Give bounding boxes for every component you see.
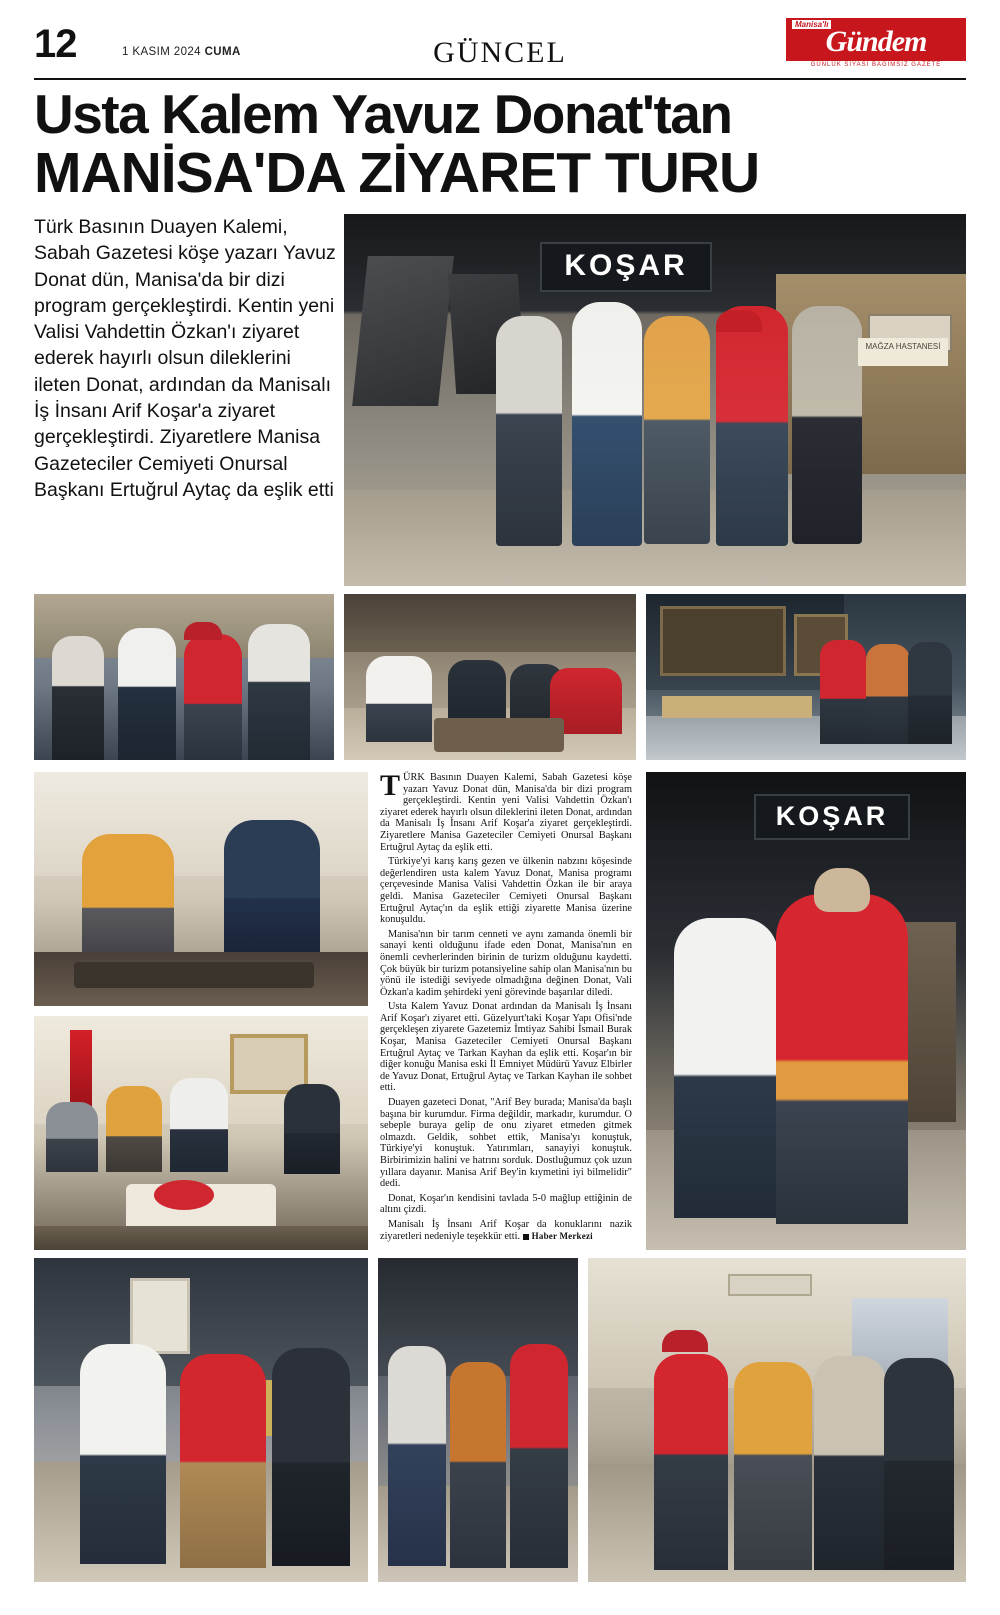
dateline-day: CUMA [204,46,241,58]
article-paragraph-7-text: Manisalı İş İnsanı Arif Koşar da konuklarını nazik ziyaretleri nedeniyle teşekkür etti. [380,1218,632,1242]
article-paragraph-4: Usta Kalem Yavuz Donat ardından da Manisalı İş İnsanı Arif Koşar'ı ziyaret etti. Güzelyurt'taki Koşar Yapı Ofisi'nde gerçekleşen ziyarete Gazetemiz İmtiyaz Sahibi İsmail Burak Koşar, Manisa Gazeteciler Cemiyeti Onursal Başkanı Ertuğrul Aytaç ve Tarkan Kayhan da eşlik etti. Koşar'ın bir diğer konuğu Manisa eski İl Emniyet Müdürü Yavuz Elbirler de Yavuz Donat, Ertuğrul Aytaç ve Tarkan Kayhan ile sohbet etti. [380,1001,632,1094]
logo-strip-text: GÜNLÜK SİYASİ BAĞIMSIZ GAZETE [786,61,966,70]
masthead-rule [34,78,966,80]
headline [34,83,966,205]
photo-uclu-portre-fotografi [378,1258,578,1582]
article-dropcap: T [380,769,401,802]
article-paragraph-5: Duayen gazeteci Donat, "Arif Bey burada; Manisa'da başlı başına bir kurumdur. Firma değildir, markadır, kurumdur. O sebeple buraya gelip de onu ziyaret etmeden gitmek olmazdı. Geldik, sohbet ettik, Manisa'yı konuştuk, Türkiye'yi konuştuk. Yatırımları, sanayiyi konuştuk. Birbirimizin halini ve hatrını sorduk. Dostluğumuz çok uzun yıllara dayanır. Manisa Arif Bey'in kıymetini iyi bilmelidir" dedi. [380,1097,632,1190]
photo-valilik-makam-ziyareti-fotografi [34,1016,368,1250]
article-paragraph-7 [380,1219,632,1242]
photo-kosar-tabelasi-onunde-portre [646,772,966,1250]
photo-salonda-sohbet-fotografi [34,1258,368,1582]
photo-oturma-alani-sohbet-fotografi [344,594,636,760]
section-title: GÜNCEL [433,36,567,69]
article-paragraph-2: Türkiye'yi karış karış gezen ve ülkenin nabzını köşesinde değerlendiren usta kalem Yavuz Donat, Manisa programı çerçevesinde Manisa Valisi Vahdettin Özkan ile bir araya geldi. Manisa Gazeteciler Cemiyeti Onursal Başkanı Ertuğrul Aytaç'ın da eşlik ettiği ziyarette Manisa üzerine konuşuldu. [380,856,632,926]
article-byline: Haber Merkezi [523,1231,593,1241]
page-number: 12 [34,22,77,66]
article-body [380,769,632,1250]
photo-ofiste-grup-fotografi [588,1258,966,1582]
article-paragraph-1: ÜRK Basının Duayen Kalemi, Sabah Gazetesi köşe yazarı Yavuz Donat dün, Manisa'da bir dizi program gerçekleştirdi. Kentin yeni Valisi Vahdettin Özkan'ı ziyaret ederek hayırlı olsun dileklerini ileten Donat, ardından da Manisalı İş İnsanı Arif Koşar'a ziyaret gerçekleştirdi. Ziyaretlere Manisa Gazeteciler Cemiyeti Onursal Başkanı Ertuğrul Aytaç da eşlik etti. [380,772,632,853]
logo-sub-text: Manisa'lı [792,20,831,29]
photo-ofiste-imza-fotografi [34,772,368,1006]
newspaper-logo [786,18,966,70]
photo-koridor-yuruyus-fotografi [646,594,966,760]
dateline-date: 1 KASIM 2024 [122,46,201,58]
masthead [34,18,966,74]
lead-paragraph: Türk Basının Duayen Kalemi, Sabah Gazetesi köşe yazarı Yavuz Donat dün, Manisa'da bir dizi program gerçekleştirdi. Kentin yeni Valisi Vahdettin Özkan'ı ziyaret ederek hayırlı olsun dileklerini ileten Donat, ardından da Manisalı İş İnsanı Arif Koşar'a ziyaret gerçekleştirdi. Ziyaretlere Manisa Gazeteciler Cemiyeti Onursal Başkanı Ertuğrul Aytaç da eşlik etti [34,216,336,501]
photo-grup-fotografi-kosar-onunde [344,214,966,586]
photo-ayakta-sohbet-fotografi [34,594,334,760]
article-paragraph-6: Donat, Koşar'ın kendisini tavlada 5-0 mağlup ettiğinin de altını çizdi. [380,1192,632,1216]
headline-line-1: Usta Kalem Yavuz Donat'tan [34,83,732,145]
headline-line-2: MANİSA'DA ZİYARET TURU [34,141,760,205]
sign-kosar-2: KOŞAR [754,794,910,840]
sign-hastane: MAĞZA HASTANESİ [858,338,948,366]
sign-kosar: KOŞAR [540,242,712,292]
logo-main-text: Gündem [825,25,927,58]
article-paragraph-3: Manisa'nın bir tarım cenneti ve aynı zamanda önemli bir sanayi kenti olduğunu ifade eden Donat, Manisa'nın en önemli cevherlerinden birinin de turizm olduğunu kaydetti. Çok büyük bir turizm potansiyeline sahip olan Manisa'nın bu yönü ile istediği seviyede olmadığına değinen Donat, Vali Özkan'a kadim şehirdeki yeni görevinde başarılar diledi. [380,928,632,998]
